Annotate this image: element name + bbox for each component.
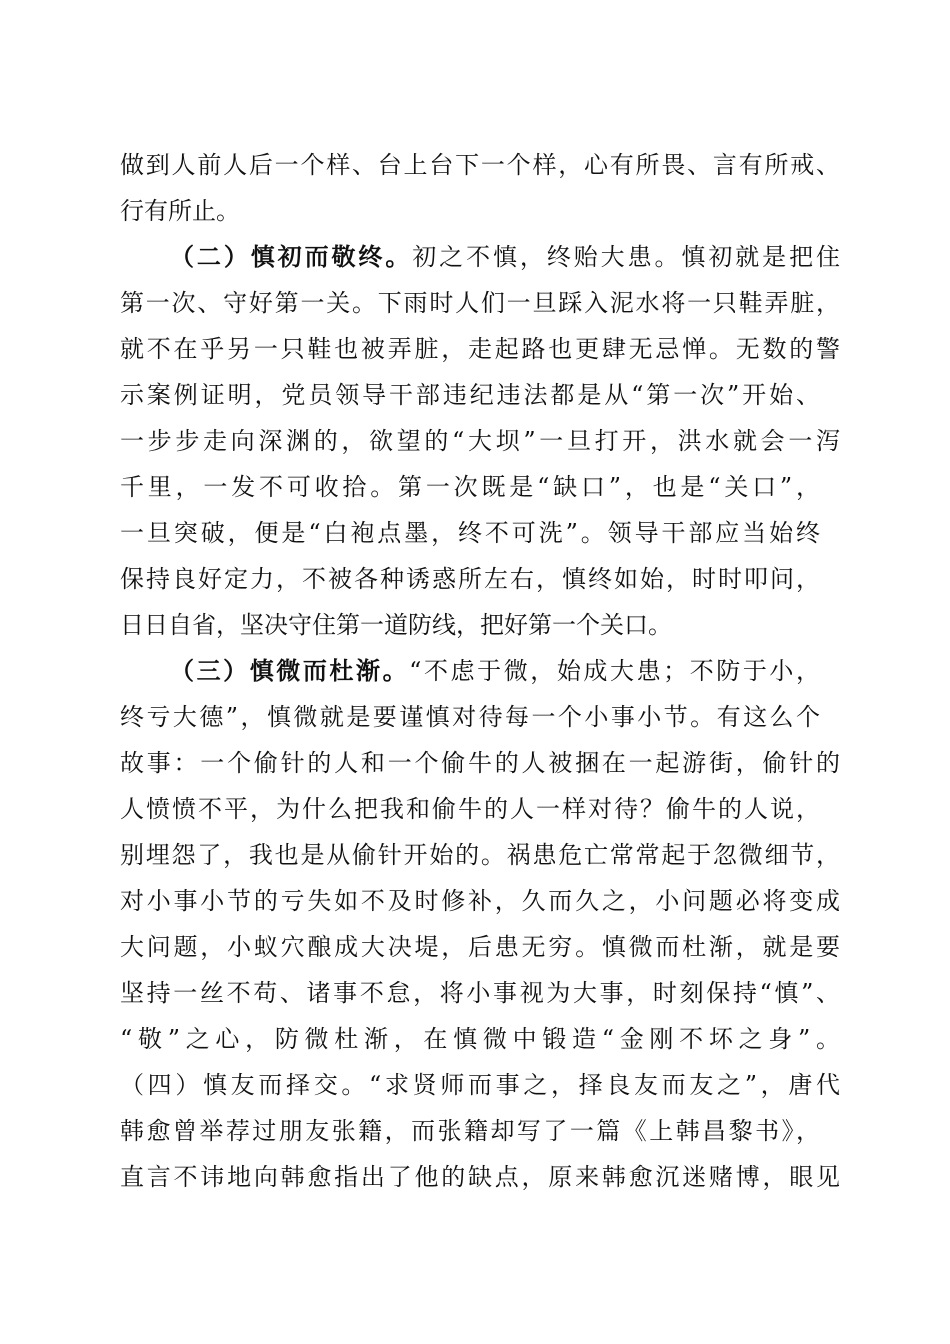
section-heading-4: （四）慎友而择交。 bbox=[120, 1071, 370, 1099]
text-line: 行有所止。 bbox=[120, 197, 240, 225]
text-line: 韩愈曾举荐过朋友张籍，而张籍却写了一篇《上韩昌黎书》， bbox=[120, 1117, 820, 1145]
text-line: 对小事小节的亏失如不及时修补，久而久之，小问题必将变成 bbox=[120, 887, 840, 915]
paragraph-line bbox=[170, 242, 840, 272]
text-line: 保持良好定力，不被各种诱惑所左右，慎终如始，时时叩问， bbox=[120, 565, 820, 593]
section-heading-3: （三）慎微而杜渐。 bbox=[170, 656, 410, 685]
text-line: 别埋怨了，我也是从偷针开始的。祸患危亡常常起于忽微细节， bbox=[120, 841, 840, 869]
text-line: 示案例证明，党员领导干部违纪违法都是从“第一次”开始、 bbox=[120, 381, 820, 409]
text-line: 就不在乎另一只鞋也被弄脏，走起路也更肆无忌惮。无数的警 bbox=[120, 335, 840, 363]
text-line: “敬”之心，防微杜渐，在慎微中锻造“金刚不坏之身”。 bbox=[120, 1025, 840, 1053]
text-line: 大问题，小蚁穴酿成大决堤，后患无穷。慎微而杜渐，就是要 bbox=[120, 933, 840, 961]
section-heading-2: （二）慎初而敬终。 bbox=[170, 242, 413, 271]
text-line: 一步步走向深渊的，欲望的“大坝”一旦打开，洪水就会一泻 bbox=[120, 427, 840, 455]
text-line: 千里，一发不可收拾。第一次既是“缺口”，也是“关口”， bbox=[120, 473, 820, 501]
text-span: 初之不慎，终贻大患。慎初就是把住 bbox=[412, 243, 840, 271]
text-line: 第一次、守好第一关。下雨时人们一旦踩入泥水将一只鞋弄脏， bbox=[120, 289, 840, 317]
text-span: “求贤师而事之，择良友而友之”，唐代 bbox=[369, 1071, 840, 1099]
text-line: 故事：一个偷针的人和一个偷牛的人被捆在一起游街，偷针的 bbox=[120, 749, 840, 777]
paragraph-line bbox=[170, 656, 820, 686]
text-line: 人愤愤不平，为什么把我和偷牛的人一样对待？偷牛的人说， bbox=[120, 795, 820, 823]
text-line: 日日自省，坚决守住第一道防线，把好第一个关口。 bbox=[120, 611, 672, 639]
text-line: 终亏大德”，慎微就是要谨慎对待每一个小事小节。有这么个 bbox=[120, 703, 820, 731]
text-span: “不虑于微，始成大患；不防于小， bbox=[409, 657, 820, 685]
text-line: 一旦突破，便是“白袍点墨，终不可洗”。领导干部应当始终 bbox=[120, 519, 820, 547]
text-line: 直言不讳地向韩愈指出了他的缺点，原来韩愈沉迷赌博，眼见 bbox=[120, 1163, 840, 1191]
paragraph-line bbox=[120, 1070, 840, 1100]
text-line: 做到人前人后一个样、台上台下一个样，心有所畏、言有所戒、 bbox=[120, 151, 840, 179]
text-line: 坚持一丝不苟、诸事不怠，将小事视为大事，时刻保持“慎”、 bbox=[120, 979, 840, 1007]
